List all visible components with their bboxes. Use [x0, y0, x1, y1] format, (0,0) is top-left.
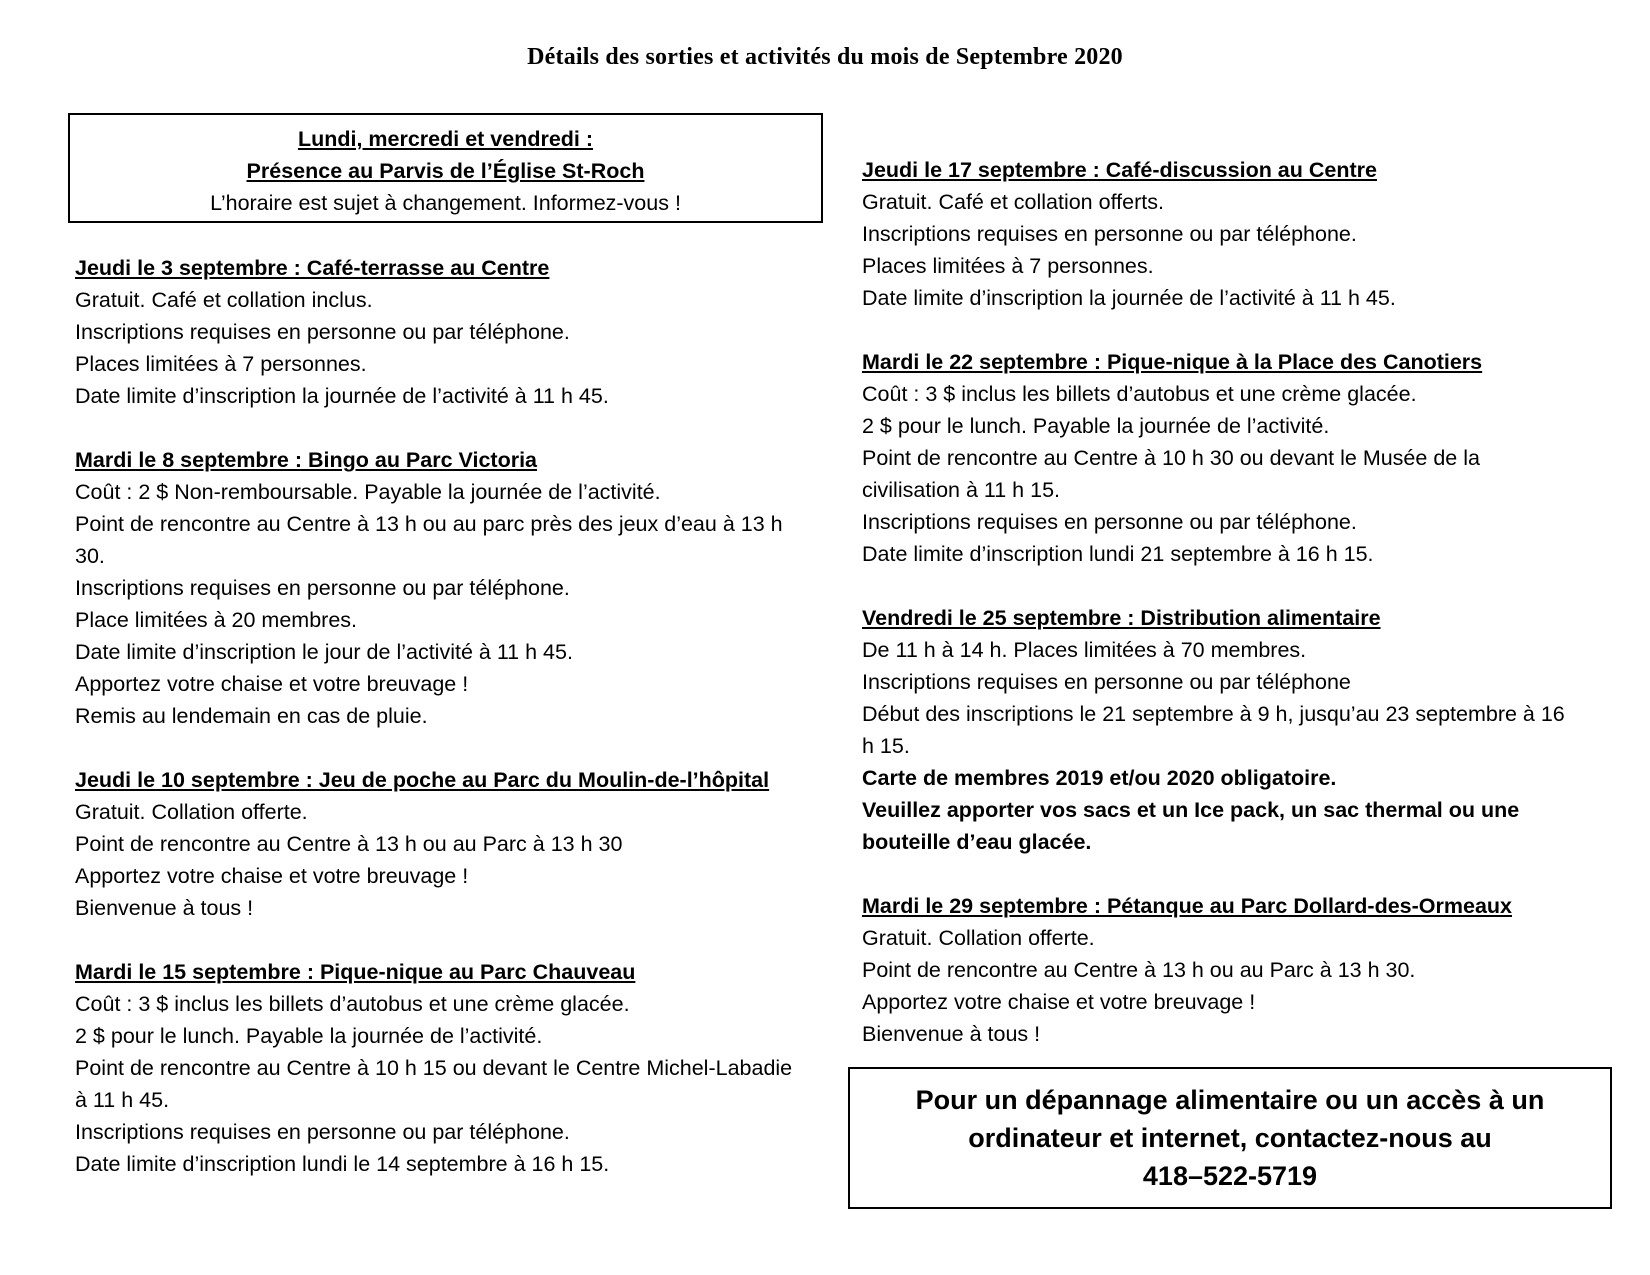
activity-important-note: Veuillez apporter vos sacs et un Ice pack, un sac thermal ou une bouteille d’eau glacée. — [862, 798, 1520, 854]
notice-days: Lundi, mercredi et vendredi : — [297, 127, 594, 151]
activity-detail: Apportez votre chaise et votre breuvage ! — [75, 672, 469, 696]
activity-detail: Date limite d’inscription lundi le 14 septembre à 16 h 15. — [75, 1152, 610, 1176]
activity-detail: Gratuit. Café et collation offerts. — [862, 190, 1164, 214]
activity-item — [862, 602, 1572, 858]
activity-detail: Inscriptions requises en personne ou par téléphone. — [75, 320, 570, 344]
activity-detail: Gratuit. Café et collation inclus. — [75, 288, 373, 312]
activity-item — [862, 890, 1572, 1050]
activity-item — [862, 346, 1572, 570]
activity-detail: Point de rencontre au Centre à 13 h ou au Parc à 13 h 30. — [862, 958, 1416, 982]
contact-text-line: ordinateur et internet, contactez-nous au — [968, 1123, 1492, 1153]
right-column — [862, 154, 1572, 1082]
activity-detail: Gratuit. Collation offerte. — [75, 800, 308, 824]
activity-detail: Bienvenue à tous ! — [75, 896, 254, 920]
activity-detail: Inscriptions requises en personne ou par téléphone. — [75, 1120, 570, 1144]
activity-title: Jeudi le 10 septembre : Jeu de poche au Parc du Moulin-de-l’hôpital — [75, 768, 770, 792]
activity-detail: Places limitées à 7 personnes. — [862, 254, 1154, 278]
activity-title: Mardi le 29 septembre : Pétanque au Parc Dollard-des-Ormeaux — [862, 894, 1512, 918]
activity-detail: Point de rencontre au Centre à 13 h ou au parc près des jeux d’eau à 13 h 30. — [75, 512, 783, 568]
contact-text-line: Pour un dépannage alimentaire ou un accès à un — [915, 1085, 1545, 1115]
page-title: Détails des sorties et activités du mois de Septembre 2020 — [527, 44, 1123, 70]
activity-detail: Apportez votre chaise et votre breuvage ! — [862, 990, 1256, 1014]
activity-detail: Date limite d’inscription le jour de l’activité à 11 h 45. — [75, 640, 573, 664]
activity-detail: Inscriptions requises en personne ou par téléphone. — [862, 222, 1357, 246]
notice-location: Présence au Parvis de l’Église St-Roch — [246, 159, 645, 183]
left-column — [75, 252, 795, 1212]
activity-detail: Apportez votre chaise et votre breuvage ! — [75, 864, 469, 888]
activity-detail: Point de rencontre au Centre à 10 h 30 ou devant le Musée de la civilisation à 11 h 15. — [862, 446, 1480, 502]
activity-title: Vendredi le 25 septembre : Distribution alimentaire — [862, 606, 1381, 630]
activity-item — [75, 764, 795, 924]
contact-phone: 418–522-5719 — [1142, 1161, 1318, 1191]
activity-detail: Gratuit. Collation offerte. — [862, 926, 1095, 950]
activity-detail: Date limite d’inscription la journée de l’activité à 11 h 45. — [862, 286, 1396, 310]
contact-box — [848, 1067, 1612, 1209]
activity-important-note: Carte de membres 2019 et/ou 2020 obligatoire. — [862, 766, 1337, 790]
activity-detail: Date limite d’inscription lundi 21 septembre à 16 h 15. — [862, 542, 1374, 566]
activity-detail: Inscriptions requises en personne ou par téléphone. — [862, 510, 1357, 534]
activity-detail: Place limitées à 20 membres. — [75, 608, 357, 632]
activity-detail: Début des inscriptions le 21 septembre à 9 h, jusqu’au 23 septembre à 16 h 15. — [862, 702, 1565, 758]
activity-detail: Coût : 3 $ inclus les billets d’autobus et une crème glacée. — [75, 992, 630, 1016]
activity-title: Mardi le 22 septembre : Pique-nique à la Place des Canotiers — [862, 350, 1483, 374]
activity-title: Mardi le 15 septembre : Pique-nique au Parc Chauveau — [75, 960, 636, 984]
activity-detail: 2 $ pour le lunch. Payable la journée de l’activité. — [75, 1024, 543, 1048]
activity-item — [75, 444, 795, 732]
activity-detail: 2 $ pour le lunch. Payable la journée de l’activité. — [862, 414, 1330, 438]
activity-detail: Inscriptions requises en personne ou par téléphone — [862, 670, 1351, 694]
notice-schedule-note: L’horaire est sujet à changement. Informez-vous ! — [210, 191, 681, 215]
activity-detail: Coût : 2 $ Non-remboursable. Payable la journée de l’activité. — [75, 480, 661, 504]
activity-item — [75, 252, 795, 412]
activity-detail: Remis au lendemain en cas de pluie. — [75, 704, 428, 728]
activity-detail: Coût : 3 $ inclus les billets d’autobus et une crème glacée. — [862, 382, 1417, 406]
notice-box — [68, 113, 823, 223]
activity-detail: Inscriptions requises en personne ou par téléphone. — [75, 576, 570, 600]
activity-item — [75, 956, 795, 1180]
activity-detail: Bienvenue à tous ! — [862, 1022, 1041, 1046]
activity-item — [862, 154, 1572, 314]
activity-title: Jeudi le 17 septembre : Café-discussion au Centre — [862, 158, 1377, 182]
activity-title: Jeudi le 3 septembre : Café-terrasse au Centre — [75, 256, 550, 280]
activity-detail: De 11 h à 14 h. Places limitées à 70 membres. — [862, 638, 1307, 662]
activity-title: Mardi le 8 septembre : Bingo au Parc Victoria — [75, 448, 537, 472]
activity-detail: Point de rencontre au Centre à 13 h ou au Parc à 13 h 30 — [75, 832, 623, 856]
activity-detail: Date limite d’inscription la journée de l’activité à 11 h 45. — [75, 384, 609, 408]
activity-detail: Places limitées à 7 personnes. — [75, 352, 367, 376]
activity-detail: Point de rencontre au Centre à 10 h 15 ou devant le Centre Michel-Labadie à 11 h 45. — [75, 1056, 793, 1112]
